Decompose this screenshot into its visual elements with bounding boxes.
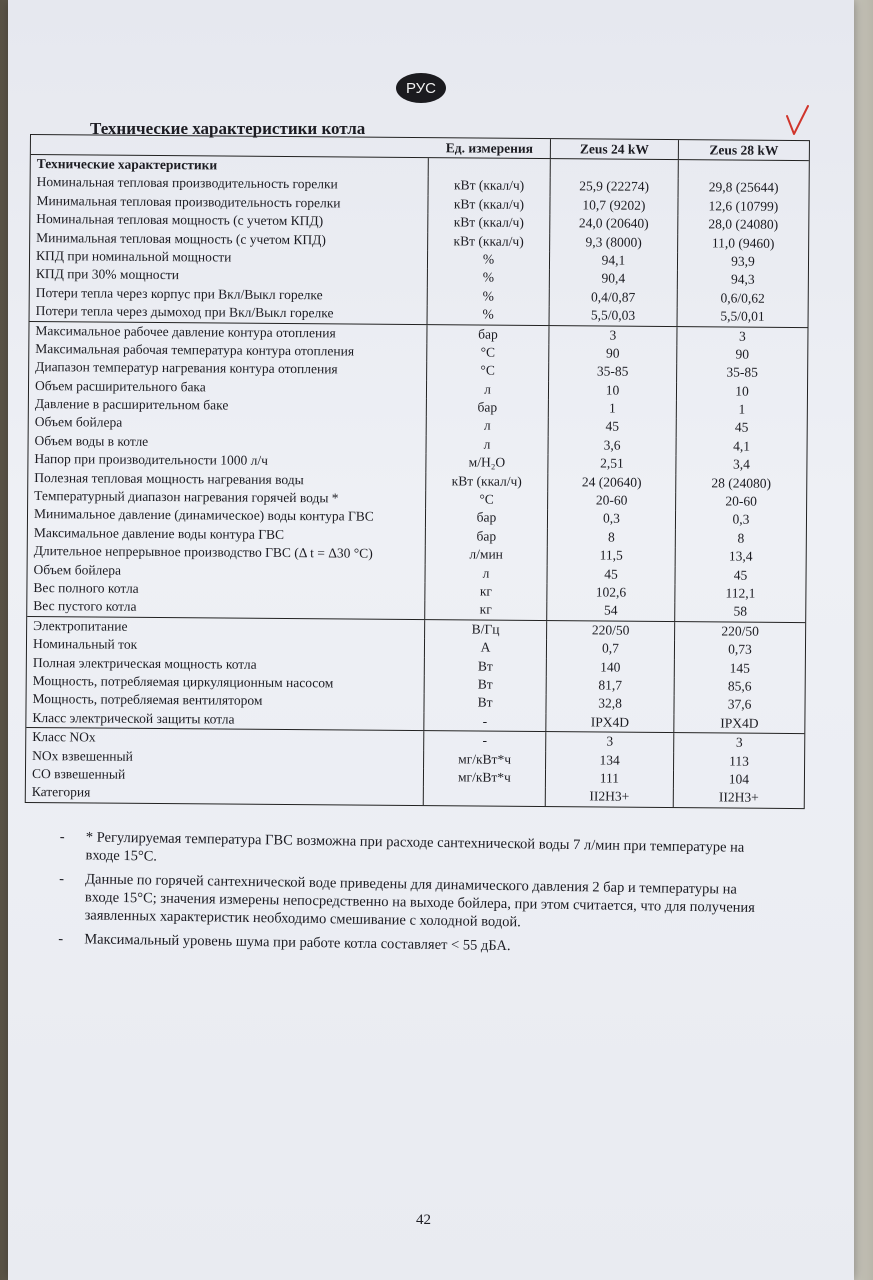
- row-value-zeus-28: 1: [738, 401, 746, 417]
- row-value-zeus-28: 112,1: [725, 585, 756, 601]
- row-value-zeus-24: 81,7: [547, 676, 675, 695]
- row-label: Максимальное рабочее давление контура отопления: [29, 322, 427, 344]
- row-value-zeus-28: 12,6 (10799): [708, 198, 779, 214]
- row-label: Объем бойлера: [28, 561, 426, 583]
- row-value-zeus-28: II2H3+: [718, 789, 759, 806]
- row-value-zeus-24: 3: [546, 732, 674, 751]
- row-value-zeus-24: 8: [548, 528, 676, 547]
- row-value-zeus-24: IPX4D: [546, 713, 674, 732]
- row-label: Электропитание: [27, 617, 425, 639]
- row-unit: кВт (ккал/ч): [428, 195, 550, 214]
- row-value-zeus-28: 45: [734, 420, 749, 436]
- subheader-v24: [551, 159, 679, 178]
- footnote-text: * Регулируемая температура ГВС возможна при расходе сантехнической воды 7 л/мин при температуре на входе 15°C.: [85, 829, 745, 865]
- row-unit: л: [427, 435, 549, 454]
- row-value-zeus-28: 8: [737, 530, 745, 546]
- row-value-zeus-24: 220/50: [547, 621, 675, 640]
- subheader-v28: [679, 160, 809, 179]
- row-unit: %: [428, 305, 550, 324]
- row-value-zeus-28: 0,73: [728, 641, 752, 657]
- row-value-zeus-24: 11,5: [548, 546, 676, 565]
- row-label: Номинальная тепловая производительность горелки: [31, 173, 429, 195]
- row-value-zeus-24: 35-85: [549, 362, 677, 381]
- row-unit: °C: [427, 343, 549, 362]
- footnote: [58, 870, 759, 935]
- row-value-zeus-28: 28 (24080): [711, 475, 772, 491]
- row-unit: %: [428, 250, 550, 269]
- row-label: NOx взвешенный: [26, 746, 424, 768]
- row-label: CO взвешенный: [26, 765, 424, 787]
- row-label: Вес пустого котла: [27, 597, 425, 619]
- row-unit: Вт: [425, 657, 547, 676]
- footnote-bullet: -: [59, 828, 65, 846]
- row-unit: л/мин: [426, 545, 548, 564]
- row-value-zeus-28: 3: [739, 328, 746, 344]
- footnote-bullet: -: [58, 930, 64, 948]
- row-value-zeus-28: 145: [729, 660, 751, 676]
- row-label: КПД при номинальной мощности: [30, 247, 428, 269]
- row-value-zeus-28: 28,0 (24080): [708, 216, 779, 233]
- row-value-zeus-24: 102,6: [547, 583, 675, 602]
- row-value-zeus-24: 111: [546, 769, 674, 788]
- row-value-zeus-24: 2,51: [548, 454, 676, 473]
- row-value-zeus-28: 94,3: [731, 271, 755, 288]
- page-number: 42: [416, 1212, 431, 1228]
- row-label: Номинальная тепловая мощность (с учетом КПД): [30, 210, 428, 232]
- row-unit: %: [428, 287, 550, 306]
- row-value-zeus-24: 5,5/0,03: [550, 306, 678, 325]
- row-value-zeus-24: 10: [549, 381, 677, 400]
- row-unit: -: [424, 712, 546, 731]
- row-value-zeus-28: 220/50: [721, 623, 759, 639]
- row-label: Мощность, потребляемая вентилятором: [26, 690, 424, 712]
- row-value-zeus-24: 45: [547, 565, 675, 584]
- row-value-zeus-28: 11,0 (9460): [711, 234, 775, 251]
- row-value-zeus-28: 90: [735, 346, 750, 362]
- row-value-zeus-24: 3: [549, 326, 677, 345]
- row-unit: л: [427, 380, 549, 399]
- row-value-zeus-28: 0,3: [732, 511, 750, 528]
- row-unit: бар: [427, 398, 549, 417]
- row-label: Потери тепла через дымоход при Вкл/Выкл горелке: [30, 302, 428, 324]
- row-unit: -: [424, 731, 546, 750]
- row-unit: кг: [425, 600, 547, 619]
- row-value-zeus-28: 4,1: [733, 438, 751, 454]
- row-label: Класс электрической защиты котла: [26, 709, 424, 731]
- footnotes: [58, 828, 760, 965]
- page-title: Технические характеристики котла: [90, 119, 366, 138]
- row-value-zeus-24: 9,3 (8000): [550, 233, 678, 252]
- footnote-text: Максимальный уровень шума при работе котла составляет < 55 дБА.: [84, 931, 511, 955]
- row-label: Класс NOx: [26, 728, 424, 750]
- row-label: Максимальное давление воды контура ГВС: [28, 524, 426, 546]
- row-value-zeus-28: 93,9: [731, 253, 755, 269]
- row-unit: кг: [425, 582, 547, 601]
- row-label: Объем бойлера: [29, 413, 427, 435]
- row-value-zeus-24: 0,3: [548, 510, 676, 529]
- row-value-zeus-28: 3: [735, 734, 743, 750]
- row-value-zeus-24: 1: [549, 399, 677, 418]
- row-value-zeus-28: 58: [733, 603, 748, 620]
- subheader-unit: [429, 158, 551, 177]
- row-label: Вес полного котла: [27, 579, 425, 601]
- row-label: Мощность, потребляемая циркуляционным насосом: [27, 672, 425, 694]
- header-zeus-24: Zeus 24 kW: [551, 139, 679, 159]
- row-unit: л: [425, 564, 547, 583]
- row-value-zeus-24: 24 (20640): [548, 473, 676, 492]
- row-value-zeus-28: 13,4: [728, 548, 753, 564]
- footnote: [59, 828, 759, 875]
- row-value-zeus-28: 104: [728, 771, 750, 787]
- row-label: Диапазон температур нагревания контура отопления: [29, 358, 427, 380]
- row-unit: л: [427, 417, 549, 436]
- row-unit: °C: [426, 490, 548, 509]
- row-label: Потери тепла через корпус при Вкл/Выкл горелке: [30, 284, 428, 306]
- row-unit: мг/кВт*ч: [424, 750, 546, 769]
- row-value-zeus-24: 20-60: [548, 491, 676, 510]
- row-value-zeus-28: 29,8 (25644): [708, 179, 779, 196]
- footnote-text: Данные по горячей сантехнической воде приведены для динамического давления 2 бар и температуры на входе 15°C; значения измерены непосредственно на выходе бойлера, при этом считается, что для получения заявленных характеристик необходимо смешивание с холодной водой.: [84, 871, 756, 931]
- subheader-label: Технические характеристики: [31, 155, 429, 177]
- row-value-zeus-24: 0,7: [547, 639, 675, 658]
- row-label: Минимальная тепловая мощность (с учетом КПД): [30, 229, 428, 251]
- row-unit: Вт: [425, 675, 547, 694]
- row-label: Минимальное давление (динамическое) воды контура ГВС: [28, 505, 426, 527]
- row-value-zeus-28: IPX4D: [720, 715, 759, 731]
- row-label: Полезная тепловая мощность нагревания воды: [28, 469, 426, 491]
- row-label: КПД при 30% мощности: [30, 265, 428, 287]
- row-value-zeus-24: 90: [549, 344, 677, 363]
- row-unit: кВт (ккал/ч): [428, 232, 550, 251]
- row-label: Максимальная рабочая температура контура отопления: [29, 340, 427, 362]
- row-value-zeus-28: 45: [733, 567, 748, 583]
- row-label: Полная электрическая мощность котла: [27, 654, 425, 676]
- row-label: Длительное непрерывное производство ГВС (Δ t = Δ30 °C): [28, 542, 426, 564]
- row-unit: мг/кВт*ч: [424, 768, 546, 787]
- row-value-zeus-24: 94,1: [550, 251, 678, 270]
- header-zeus-28: Zeus 28 kW: [709, 142, 779, 158]
- row-label: Объем воды в котле: [29, 432, 427, 454]
- row-value-zeus-24: 140: [547, 658, 675, 677]
- row-value-zeus-24: 24,0 (20640): [550, 214, 678, 233]
- header-unit: Ед. измерения: [429, 138, 551, 158]
- row-unit: Вт: [424, 693, 546, 712]
- row-unit: бар: [427, 325, 549, 344]
- row-label: Объем расширительного бака: [29, 377, 427, 399]
- row-value-zeus-24: 45: [549, 418, 677, 437]
- row-unit: кВт (ккал/ч): [426, 472, 548, 491]
- checkmark-icon: [784, 104, 812, 144]
- row-value-zeus-28: 3,4: [732, 456, 750, 472]
- row-unit: кВт (ккал/ч): [428, 213, 550, 232]
- row-unit: В/Гц: [425, 620, 547, 639]
- row-value-zeus-24: 3,6: [549, 436, 677, 455]
- row-value-zeus-28: 35-85: [726, 364, 758, 381]
- row-label: Температурный диапазон нагревания горячей воды *: [28, 487, 426, 509]
- row-value-zeus-24: 90,4: [550, 269, 678, 288]
- footnote: [58, 930, 758, 959]
- row-unit: [424, 786, 546, 805]
- footnote-bullet: -: [59, 870, 65, 888]
- row-label: Номинальный ток: [27, 635, 425, 657]
- row-label: Минимальная тепловая производительность горелки: [30, 192, 428, 214]
- row-label: Давление в расширительном баке: [29, 395, 427, 417]
- row-unit: А: [425, 638, 547, 657]
- row-label: Напор при производительности 1000 л/ч: [28, 450, 426, 472]
- header-empty: [31, 135, 429, 157]
- row-unit: м/H₂O: [426, 453, 548, 472]
- document-page: [8, 0, 854, 1280]
- spec-table: [25, 134, 810, 809]
- row-value-zeus-28: 20-60: [725, 493, 757, 509]
- row-value-zeus-28: 37,6: [727, 696, 752, 713]
- row-value-zeus-24: 134: [546, 751, 674, 770]
- row-value-zeus-24: 54: [547, 601, 675, 620]
- row-value-zeus-24: II2H3+: [546, 787, 674, 806]
- language-badge: РУС: [396, 73, 446, 103]
- row-value-zeus-28: 113: [729, 753, 750, 769]
- row-unit: бар: [426, 527, 548, 546]
- row-value-zeus-28: 10: [735, 383, 749, 399]
- row-value-zeus-28: 85,6: [727, 678, 752, 694]
- row-value-zeus-28: 5,5/0,01: [720, 308, 765, 324]
- row-unit: %: [428, 268, 550, 287]
- row-value-zeus-24: 0,4/0,87: [550, 288, 678, 307]
- row-unit: бар: [426, 509, 548, 528]
- row-value-zeus-24: 32,8: [546, 694, 674, 713]
- row-value-zeus-28: 0,6/0,62: [720, 290, 765, 306]
- row-value-zeus-24: 25,9 (22274): [551, 177, 679, 196]
- row-value-zeus-24: 10,7 (9202): [550, 196, 678, 215]
- row-unit: °C: [427, 361, 549, 380]
- row-unit: кВт (ккал/ч): [429, 177, 551, 196]
- row-label: Категория: [26, 783, 424, 805]
